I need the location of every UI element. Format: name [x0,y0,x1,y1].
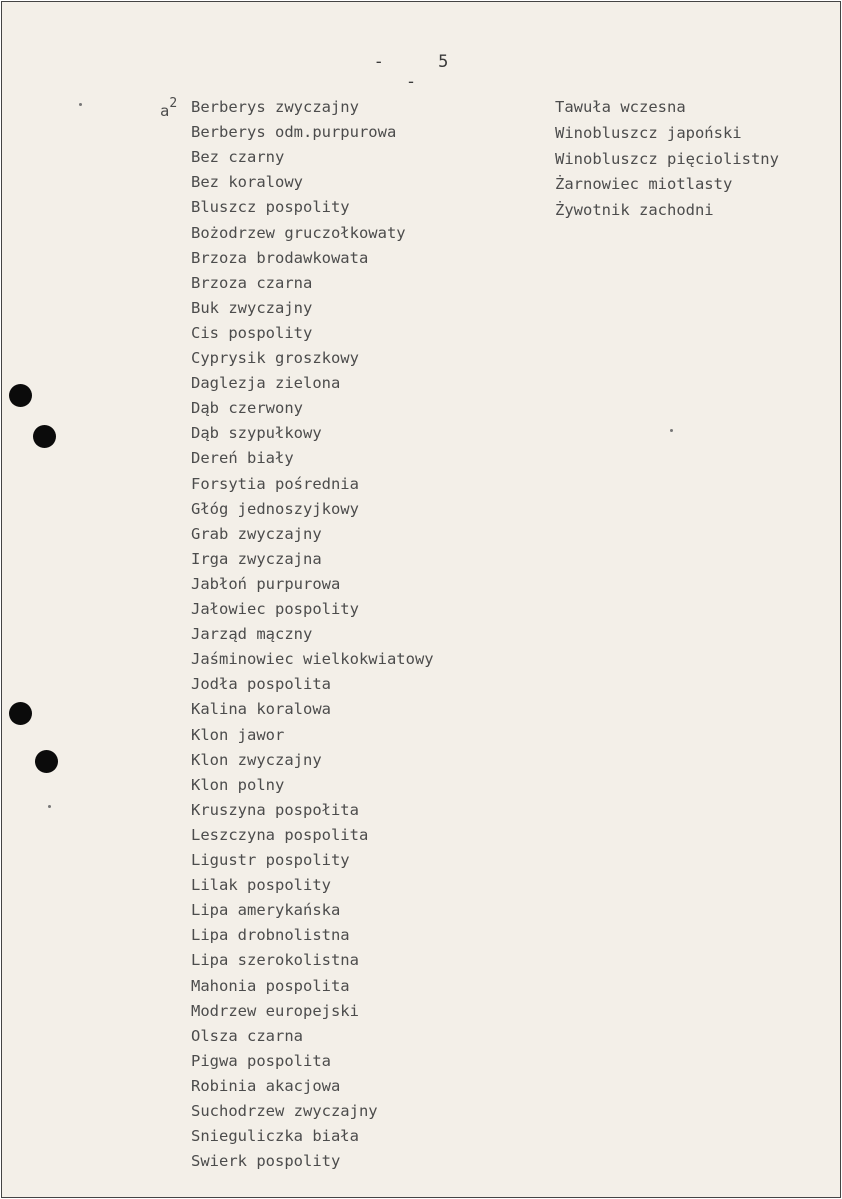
plant-name: Modrzew europejski [191,1001,359,1020]
plant-name: Swierk pospolity [191,1152,341,1171]
plant-name: Irga zwyczajna [191,549,322,568]
plant-name: Jarząd mączny [191,625,313,644]
plant-name: Suchodrzew zwyczajny [191,1102,378,1120]
plant-name: Tawuła wczesna [555,98,686,116]
plant-name: Kruszyna pospołita [191,800,359,819]
plant-name: Jabłoń purpurowa [191,574,341,593]
plant-name: Klon polny [191,775,285,794]
plant-name: Dąb szypułkowy [191,424,322,443]
plant-name: Leszczyna pospolita [191,825,369,844]
plant-name: Głóg jednoszyjkowy [191,499,359,518]
plant-name: Kalina koralowa [191,700,331,719]
plant-name: Brzoza czarna [191,273,313,292]
plant-name: Grab zwyczajny [191,524,322,543]
plant-name: Klon zwyczajny [191,750,322,769]
plant-name: Olsza czarna [191,1026,303,1045]
plant-name: Forsytia pośrednia [191,474,359,493]
plant-name: Dereń biały [191,449,294,468]
plant-name: Lipa drobnolistna [191,926,350,945]
plant-name: Jodła pospolita [191,675,331,694]
plant-name: Lipa szerokolistna [191,951,359,970]
punch-hole [35,750,58,773]
paper-speck [670,429,673,432]
paper-speck [79,103,82,106]
plant-name: Berberys odm.purpurowa [191,123,397,142]
plant-name: Lilak pospolity [191,876,331,895]
section-marker-superscript: 2 [169,96,178,111]
plant-name: Winobluszcz pięciolistny [555,149,779,168]
paper-speck [48,805,51,808]
page-number: - 5 - [373,52,471,92]
punch-hole [9,702,32,725]
plant-name: Bez koralowy [191,173,303,192]
punch-hole [33,425,56,448]
plant-name: Dąb czerwony [191,399,303,418]
plant-name: Buk zwyczajny [191,298,313,317]
punch-hole [9,384,32,407]
plant-name: Berberys zwyczajny [191,98,359,116]
document-page [1,1,841,1198]
plant-name: Ligustr pospolity [191,851,350,869]
plant-name: Jałowiec pospolity [191,600,359,618]
plant-name: Klon jawor [191,725,285,744]
plant-name: Pigwa pospolita [191,1051,331,1070]
plant-name: Cyprysik groszkowy [191,349,359,367]
plant-name: Winobluszcz japoński [555,123,742,142]
plant-name: Bożodrzew gruczołkowaty [191,223,406,242]
plant-name: Cis pospolity [191,323,313,342]
section-marker-letter: a [160,102,170,121]
plant-name: Jaśminowiec wielkokwiatowy [191,650,434,669]
plant-name: Daglezja zielona [191,374,341,393]
plant-name: Bluszcz pospolity [191,198,350,217]
plant-name: Robinia akacjowa [191,1076,341,1095]
plant-name: Żywotnik zachodni [555,201,714,220]
plant-name: Żarnowiec miotlasty [555,175,733,194]
plant-name: Lipa amerykańska [191,901,341,920]
section-marker [160,97,177,121]
plant-name: Snieguliczka biała [191,1127,359,1146]
plant-name: Brzoza brodawkowata [191,248,369,267]
plant-name: Mahonia pospolita [191,976,350,995]
plant-name: Bez czarny [191,148,285,167]
